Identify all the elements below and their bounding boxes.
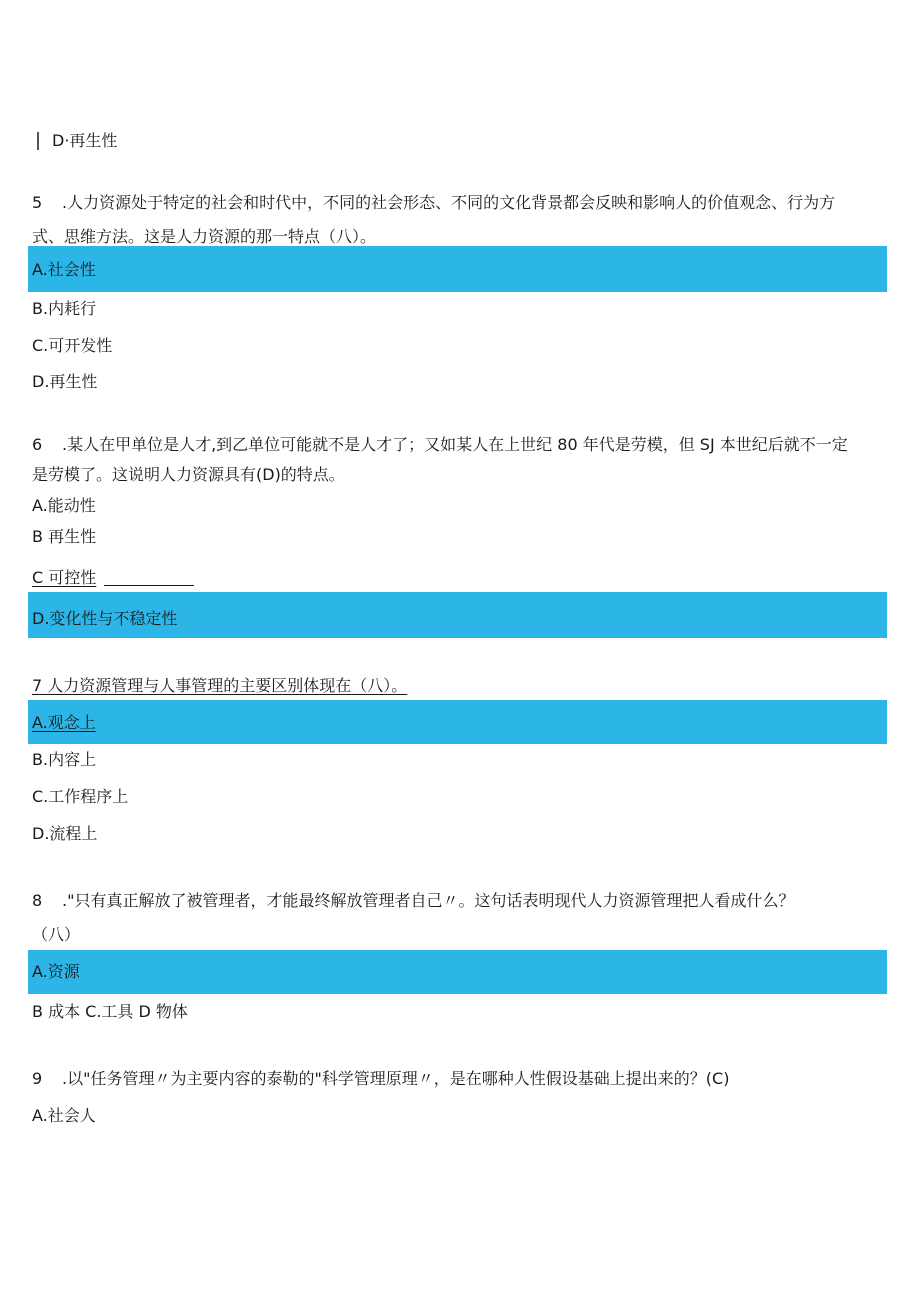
question-8-text-1: ."只有真正解放了被管理者，才能最终解放管理者自己〃。这句话表明现代人力资源管理把人看成什么？	[62, 891, 795, 910]
q8-option-a: A.资源	[32, 962, 80, 981]
q5-option-d: D.再生性	[32, 372, 98, 391]
question-9-line-1	[32, 1068, 729, 1090]
question-7-text: 7 人力资源管理与人事管理的主要区别体现在（八）。	[32, 676, 408, 695]
question-5-line-1	[32, 192, 835, 214]
question-5-text-1: .人力资源处于特定的社会和时代中，不同的社会形态、不同的文化背景都会反映和影响人的价值观念、行为方	[62, 193, 836, 212]
q8-options-rest: B 成本 C.工具 D 物体	[32, 1002, 188, 1021]
q7-option-c: C.工作程序上	[32, 787, 129, 806]
question-8-line-2: （八）	[32, 925, 81, 944]
q7-option-a: A.观念上	[32, 713, 96, 732]
q6-option-b: B 再生性	[32, 527, 97, 546]
q5-option-c: C.可开发性	[32, 336, 113, 355]
q9-option-a: A.社会人	[32, 1106, 96, 1125]
q6-option-d: D.变化性与不稳定性	[32, 609, 178, 628]
question-6-line-1	[32, 434, 848, 456]
question-5-line-2: 式、思维方法。这是人力资源的那一特点（八）。	[32, 227, 377, 246]
answer-highlight-q7	[28, 700, 887, 744]
q6-option-c: C 可控性	[32, 568, 97, 587]
margin-bar	[37, 132, 39, 150]
answer-highlight-q8	[28, 950, 887, 994]
q7-option-d: D.流程上	[32, 824, 98, 843]
q5-option-b: B.内耗行	[32, 299, 97, 318]
question-6-number: 6	[32, 435, 43, 454]
q7-option-b: B.内容上	[32, 750, 97, 769]
question-9-text-1: .以"任务管理〃为主要内容的泰勒的"科学管理原理〃，是在哪种人性假设基础上提出来的？(C)	[62, 1069, 730, 1088]
q6-option-a: A.能动性	[32, 496, 96, 515]
answer-highlight-q6	[28, 592, 887, 638]
option-d-top: D·再生性	[52, 131, 118, 150]
question-8-line-1	[32, 890, 794, 912]
question-9-number: 9	[32, 1069, 43, 1088]
question-6-line-2: 是劳模了。这说明人力资源具有(D)的特点。	[32, 465, 345, 484]
answer-highlight-q5	[28, 246, 887, 292]
question-8-number: 8	[32, 891, 43, 910]
question-5-number: 5	[32, 193, 43, 212]
question-6-text-1: .某人在甲单位是人才,到乙单位可能就不是人才了；又如某人在上世纪 80 年代是劳模，但 SJ 本世纪后就不一定	[62, 435, 848, 454]
q5-option-a: A.社会性	[32, 260, 96, 279]
blank-underline	[104, 585, 194, 586]
